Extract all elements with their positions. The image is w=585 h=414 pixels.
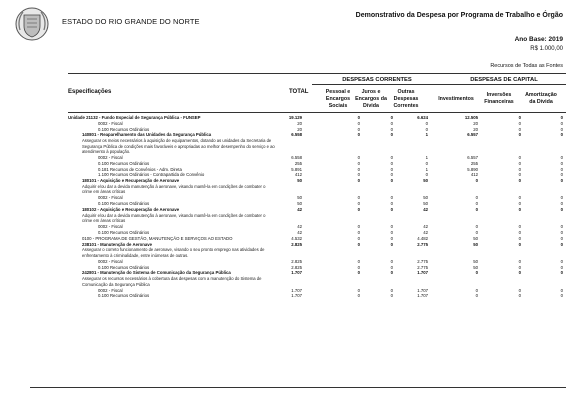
row-value-financial-inversions: 0 <box>518 120 521 126</box>
row-value-investments: 0 <box>475 201 478 207</box>
row-value-debt-amortization: 0 <box>560 235 563 241</box>
row-value-personnel: 0 <box>357 166 360 172</box>
row-total: 255 <box>294 160 302 166</box>
row-value-interest: 0 <box>390 230 393 235</box>
row-value-financial-inversions: 0 <box>518 287 521 293</box>
row-value-personnel: 0 <box>357 126 360 132</box>
row-value-financial-inversions: 0 <box>518 264 521 270</box>
row-total: 2.825 <box>291 264 302 270</box>
column-header-other-current: Outras Despesas Correntes <box>393 89 419 109</box>
row-label: 0.100 Recursos Ordinários <box>98 160 150 166</box>
row-value-other-current: 2.775 <box>417 241 428 247</box>
row-value-debt-amortization: 0 <box>560 160 563 166</box>
row-total: 50 <box>297 195 302 201</box>
row-total: 6.558 <box>291 132 302 138</box>
row-value-interest: 0 <box>390 132 393 138</box>
row-value-investments: 5.890 <box>467 166 478 172</box>
column-header-interest: Juros e Encargos da Dívida <box>355 89 387 109</box>
row-value-interest: 0 <box>390 160 393 166</box>
row-value-investments: 50 <box>473 264 478 270</box>
row-value-personnel: 0 <box>357 132 360 138</box>
row-value-financial-inversions: 0 <box>518 166 521 172</box>
row-value-other-current: 0 <box>425 172 428 178</box>
row-value-interest: 0 <box>390 235 393 241</box>
page-footer-rule <box>30 387 566 388</box>
state-coat-of-arms-logo <box>14 6 50 42</box>
group-header-rule <box>312 84 566 85</box>
row-label: 0002 - Fiscal <box>98 258 123 264</box>
row-value-other-current: 6.624 <box>417 115 428 120</box>
row-value-personnel: 0 <box>357 115 360 120</box>
row-total: 20 <box>297 120 302 126</box>
row-value-financial-inversions: 0 <box>518 160 521 166</box>
row-value-investments: 50 <box>473 235 478 241</box>
row-label: 140801 - Reaparelhamento das Unidades da Segurança Pública <box>82 132 212 138</box>
row-label: 0.100 Recursos Ordinários <box>98 264 150 270</box>
row-value-other-current: 4.482 <box>417 235 428 241</box>
total-header: TOTAL <box>289 89 309 95</box>
row-value-other-current: 1 <box>425 155 428 160</box>
column-header-personnel: Pessoal e Encargos Sociais <box>325 89 351 109</box>
row-value-other-current: 42 <box>423 224 428 230</box>
row-total: 42 <box>297 224 302 230</box>
row-value-debt-amortization: 0 <box>560 201 563 207</box>
row-value-personnel: 0 <box>357 207 360 212</box>
row-value-debt-amortization: 0 <box>560 195 563 201</box>
row-value-financial-inversions: 0 <box>518 201 521 207</box>
row-value-interest: 0 <box>390 120 393 126</box>
row-label: 238101 - Manutenção de Aeronave <box>82 241 153 247</box>
row-value-investments: 0 <box>475 270 478 276</box>
row-value-personnel: 0 <box>357 270 360 276</box>
row-total: 412 <box>294 172 302 178</box>
action-description: Assegurar o correto funcionamento de aeronave, visando o seu pronto emprego nas atividades de enfrentamento à criminalidade, entre inúmeras de outras. <box>82 247 265 258</box>
row-label: 0.100 Recursos Ordinários <box>98 201 150 207</box>
row-value-other-current: 50 <box>423 195 428 201</box>
row-value-investments: 6.557 <box>467 132 478 138</box>
row-value-financial-inversions: 0 <box>518 178 521 184</box>
row-value-financial-inversions: 0 <box>518 155 521 160</box>
action-description: Adquirir e/ou dar a devida manutenção à aeronave, visando mantê-la em condições de combater o crime em áreas críticas <box>82 184 266 195</box>
row-value-investments: 412 <box>470 172 478 178</box>
row-value-investments: 20 <box>473 126 478 132</box>
base-year: Ano Base: 2019 <box>514 36 563 43</box>
row-value-debt-amortization: 0 <box>560 293 563 299</box>
row-value-financial-inversions: 0 <box>518 115 521 120</box>
row-value-personnel: 0 <box>357 120 360 126</box>
row-value-financial-inversions: 0 <box>518 126 521 132</box>
row-total: 20 <box>297 126 302 132</box>
row-value-interest: 0 <box>390 287 393 293</box>
row-total: 1.707 <box>291 293 302 299</box>
row-value-other-current: 50 <box>423 178 428 184</box>
row-value-interest: 0 <box>390 224 393 230</box>
row-value-investments: 255 <box>470 160 478 166</box>
row-total: 50 <box>297 201 302 207</box>
row-value-other-current: 0 <box>425 120 428 126</box>
row-label: 0.100 Recursos Ordinários <box>98 230 150 235</box>
row-total: 4.532 <box>291 235 302 241</box>
row-value-investments: 0 <box>475 293 478 299</box>
column-header-investments: Investimentos <box>438 96 474 102</box>
row-total: 1.707 <box>291 270 302 276</box>
row-value-debt-amortization: 0 <box>560 207 563 212</box>
row-value-interest: 0 <box>390 293 393 299</box>
row-value-debt-amortization: 0 <box>560 178 563 184</box>
row-value-financial-inversions: 0 <box>518 293 521 299</box>
row-value-interest: 0 <box>390 258 393 264</box>
row-label: 0002 - Fiscal <box>98 224 123 230</box>
row-value-interest: 0 <box>390 241 393 247</box>
row-value-debt-amortization: 0 <box>560 132 563 138</box>
row-total: 1.707 <box>291 287 302 293</box>
row-value-interest: 0 <box>390 195 393 201</box>
row-value-personnel: 0 <box>357 287 360 293</box>
row-value-personnel: 0 <box>357 235 360 241</box>
row-value-investments: 6.557 <box>467 155 478 160</box>
row-value-financial-inversions: 0 <box>518 235 521 241</box>
column-header-financial-inversions: Inversões Financeiras <box>484 92 514 105</box>
row-value-personnel: 0 <box>357 195 360 201</box>
row-value-debt-amortization: 0 <box>560 270 563 276</box>
row-value-investments: 0 <box>475 195 478 201</box>
row-value-interest: 0 <box>390 270 393 276</box>
row-value-personnel: 0 <box>357 258 360 264</box>
row-value-debt-amortization: 0 <box>560 115 563 120</box>
row-value-investments: 0 <box>475 287 478 293</box>
capital-expenses-group-header: DESPESAS DE CAPITAL <box>470 77 538 83</box>
row-value-personnel: 0 <box>357 241 360 247</box>
action-description: Assegurar os meios necessários à aquisição de equipamentos, dotando as unidades da Secretaria de Segurança Pública de condições mais favoráveis e apropriadas ao melhor desempenho do serviço e ao atendimento à população. <box>82 138 275 154</box>
table-top-rule <box>68 73 566 74</box>
row-label: 0002 - Fiscal <box>98 120 123 126</box>
row-total: 42 <box>297 207 302 212</box>
row-value-financial-inversions: 0 <box>518 270 521 276</box>
resource-source-label: Recursos de Todas as Fontes <box>490 63 563 69</box>
state-name: ESTADO DO RIO GRANDE DO NORTE <box>62 17 200 26</box>
row-value-financial-inversions: 0 <box>518 132 521 138</box>
row-value-debt-amortization: 0 <box>560 155 563 160</box>
row-total: 19.129 <box>288 115 302 120</box>
report-title: Demonstrativo da Despesa por Programa de Trabalho e Órgão <box>355 12 563 19</box>
row-value-investments: 0 <box>475 207 478 212</box>
row-value-personnel: 0 <box>357 293 360 299</box>
row-value-investments: 50 <box>473 258 478 264</box>
row-value-interest: 0 <box>390 264 393 270</box>
specifications-header: Especificações <box>68 89 112 95</box>
row-value-interest: 0 <box>390 201 393 207</box>
row-value-personnel: 0 <box>357 178 360 184</box>
row-value-financial-inversions: 0 <box>518 258 521 264</box>
row-label: Unidade 21132 - Fundo Especial de Segurança Pública - FUNSEP <box>68 115 201 120</box>
row-total: 2.825 <box>291 258 302 264</box>
row-value-investments: 20 <box>473 120 478 126</box>
row-value-investments: 0 <box>475 224 478 230</box>
row-value-financial-inversions: 0 <box>518 195 521 201</box>
row-value-financial-inversions: 0 <box>518 241 521 247</box>
row-label: 242801 - Manutenção do Sistema de Comunicação da Segurança Pública <box>82 270 231 276</box>
row-label: 1.100 Recursos Ordinários - Contrapartida de Convênio <box>98 172 205 178</box>
row-value-financial-inversions: 0 <box>518 172 521 178</box>
row-value-other-current: 1 <box>425 166 428 172</box>
row-value-debt-amortization: 0 <box>560 224 563 230</box>
action-description: Assegurar os recursos necessários à cobertura das despesas com a manutenção do Sistema de Comunicação da Segurança Pública <box>82 276 262 287</box>
row-value-other-current: 42 <box>423 230 428 235</box>
row-total: 5.891 <box>291 166 302 172</box>
table-header-rule <box>68 112 566 113</box>
row-value-interest: 0 <box>390 166 393 172</box>
row-total: 42 <box>297 230 302 235</box>
action-description: Adquirir e/ou dar a devida manutenção à aeronave, visando mantê-la em condições de combater o crime em áreas críticas <box>82 212 266 224</box>
row-value-debt-amortization: 0 <box>560 126 563 132</box>
row-value-personnel: 0 <box>357 155 360 160</box>
row-value-personnel: 0 <box>357 230 360 235</box>
row-value-debt-amortization: 0 <box>560 166 563 172</box>
row-value-debt-amortization: 0 <box>560 241 563 247</box>
row-value-other-current: 0 <box>425 160 428 166</box>
row-value-interest: 0 <box>390 178 393 184</box>
row-value-debt-amortization: 0 <box>560 230 563 235</box>
row-label: 0100 - PROGRAMA DE GESTÃO, MANUTENÇÃO E SERVIÇOS AO ESTADO <box>82 235 233 241</box>
row-value-financial-inversions: 0 <box>518 230 521 235</box>
row-value-interest: 0 <box>390 115 393 120</box>
row-value-financial-inversions: 0 <box>518 207 521 212</box>
row-value-other-current: 0 <box>425 126 428 132</box>
current-expenses-group-header: DESPESAS CORRENTES <box>342 77 412 83</box>
column-header-debt-amortization: Amortização da Dívida <box>525 92 557 105</box>
row-label: 0002 - Fiscal <box>98 155 123 160</box>
row-value-other-current: 42 <box>423 207 428 212</box>
row-total: 50 <box>297 178 302 184</box>
row-label: 180101 - Aquisição e Recuperação de Aeronave <box>82 178 180 184</box>
row-value-personnel: 0 <box>357 264 360 270</box>
row-value-debt-amortization: 0 <box>560 264 563 270</box>
row-value-other-current: 2.775 <box>417 258 428 264</box>
row-value-investments: 12.505 <box>464 115 478 120</box>
row-value-other-current: 1.707 <box>417 293 428 299</box>
row-value-interest: 0 <box>390 207 393 212</box>
row-label: 0.181 Recursos de Convênios - Adm. Direta <box>98 166 182 172</box>
row-value-interest: 0 <box>390 155 393 160</box>
row-value-personnel: 0 <box>357 201 360 207</box>
currency-unit: R$ 1.000,00 <box>530 46 563 52</box>
row-value-investments: 0 <box>475 178 478 184</box>
row-value-other-current: 1 <box>425 132 428 138</box>
row-value-other-current: 1.707 <box>417 287 428 293</box>
row-total: 2.825 <box>291 241 302 247</box>
row-value-debt-amortization: 0 <box>560 287 563 293</box>
row-value-personnel: 0 <box>357 172 360 178</box>
row-label: 0.100 Recursos Ordinários <box>98 293 150 299</box>
row-label: 0.100 Recursos Ordinários <box>98 126 150 132</box>
row-value-other-current: 1.707 <box>417 270 428 276</box>
row-label: 0002 - Fiscal <box>98 287 123 293</box>
row-total: 6.558 <box>291 155 302 160</box>
row-label: 0002 - Fiscal <box>98 195 123 201</box>
row-value-debt-amortization: 0 <box>560 120 563 126</box>
row-value-interest: 0 <box>390 172 393 178</box>
row-value-debt-amortization: 0 <box>560 258 563 264</box>
row-value-investments: 50 <box>473 241 478 247</box>
row-value-other-current: 50 <box>423 201 428 207</box>
row-value-investments: 0 <box>475 230 478 235</box>
row-value-financial-inversions: 0 <box>518 224 521 230</box>
row-label: 180102 - Aquisição e Recuperação de Aeronave <box>82 207 180 212</box>
row-value-personnel: 0 <box>357 224 360 230</box>
row-value-interest: 0 <box>390 126 393 132</box>
row-value-other-current: 2.775 <box>417 264 428 270</box>
row-value-personnel: 0 <box>357 160 360 166</box>
row-value-debt-amortization: 0 <box>560 172 563 178</box>
